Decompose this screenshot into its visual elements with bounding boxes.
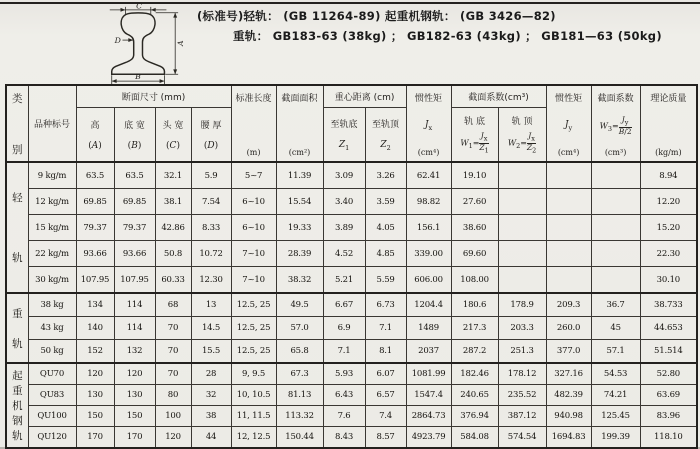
- data-cell: 235.52: [498, 385, 546, 406]
- data-cell: 5~7: [231, 162, 276, 189]
- header-dim-d-label: 腰 厚: [200, 121, 222, 131]
- data-cell: 6.67: [323, 293, 365, 317]
- grade-cell: QU100: [28, 405, 76, 426]
- header-z1: [323, 108, 365, 163]
- data-cell: 107.95: [76, 267, 114, 294]
- data-cell: 60.33: [155, 267, 191, 294]
- header-w3-unit: (cm³): [604, 148, 627, 157]
- data-cell: [498, 215, 546, 241]
- data-cell: 339.00: [406, 241, 451, 267]
- data-cell: [498, 267, 546, 294]
- data-cell: 70: [155, 363, 191, 385]
- header-w1-label: 轨 底: [464, 116, 485, 127]
- header-z1-symbol: $Z_1$: [338, 139, 350, 152]
- data-cell: 15.54: [276, 189, 323, 215]
- table-row-light-0: [6, 162, 697, 189]
- data-cell: 114: [114, 317, 155, 340]
- data-cell: 100: [155, 405, 191, 426]
- data-cell: 36.7: [591, 293, 640, 317]
- grade-cell: 15 kg/m: [28, 215, 76, 241]
- data-cell: 4.85: [365, 241, 406, 267]
- header-z2: [365, 108, 406, 163]
- data-cell: 93.66: [114, 241, 155, 267]
- data-cell: 287.2: [451, 340, 498, 364]
- header-category-char-top: 类: [12, 93, 23, 105]
- data-cell: [498, 241, 546, 267]
- data-cell: 3.59: [365, 189, 406, 215]
- table-row-light-2: [6, 215, 697, 241]
- data-cell: 178.9: [498, 293, 546, 317]
- data-cell: 150.44: [276, 426, 323, 448]
- data-cell: 1547.4: [406, 385, 451, 406]
- data-cell: 7~10: [231, 267, 276, 294]
- grade-cell: 9 kg/m: [28, 162, 76, 189]
- data-cell: 584.08: [451, 426, 498, 448]
- data-cell: 2037: [406, 340, 451, 364]
- table-row-heavy-2: [6, 340, 697, 364]
- data-cell: 12.5, 25: [231, 317, 276, 340]
- data-cell: 203.3: [498, 317, 546, 340]
- table-header: [6, 85, 697, 162]
- category-char: 轨: [12, 252, 23, 265]
- table-row-light-3: [6, 241, 697, 267]
- header-z1-label: 至轨底: [330, 120, 358, 131]
- data-cell: 45: [591, 317, 640, 340]
- standard-number-titles: [197, 7, 662, 46]
- data-cell: 30.10: [640, 267, 697, 294]
- header-centroid-group: 重心距离 (cm): [323, 85, 406, 108]
- data-cell: [591, 215, 640, 241]
- header-w2-formula: $W_2=$ $\frac{J_x}{Z_2}$: [507, 131, 537, 155]
- data-cell: 113.32: [276, 405, 323, 426]
- data-cell: 8.33: [191, 215, 231, 241]
- header-area: [276, 85, 323, 162]
- data-cell: 170: [114, 426, 155, 448]
- data-cell: 83.96: [640, 405, 697, 426]
- data-cell: 28: [191, 363, 231, 385]
- grade-cell: 22 kg/m: [28, 241, 76, 267]
- data-cell: 51.514: [640, 340, 697, 364]
- data-cell: 1489: [406, 317, 451, 340]
- title-line-heavy: 重轨： GB183-63 (38kg) ； GB182-63 (43kg) ； GB181—63 (50kg): [233, 28, 662, 43]
- data-cell: 10, 10.5: [231, 385, 276, 406]
- data-cell: [591, 267, 640, 294]
- data-cell: 50.8: [155, 241, 191, 267]
- data-cell: 4923.79: [406, 426, 451, 448]
- data-cell: 150: [114, 405, 155, 426]
- data-cell: [546, 162, 591, 189]
- header-jy-symbol: $J_y$: [564, 120, 573, 132]
- table-row-crane-0: [6, 363, 697, 385]
- data-cell: 27.60: [451, 189, 498, 215]
- data-cell: 107.95: [114, 267, 155, 294]
- category-char: 轻: [12, 191, 23, 204]
- data-cell: 118.10: [640, 426, 697, 448]
- header-length-label: 标准长度: [235, 94, 272, 104]
- data-cell: 6.73: [365, 293, 406, 317]
- header-dim-a-label: 高: [90, 121, 100, 131]
- header-dim-d: [191, 108, 231, 163]
- data-cell: 69.60: [451, 241, 498, 267]
- data-cell: 11.39: [276, 162, 323, 189]
- data-cell: 12.20: [640, 189, 697, 215]
- data-cell: 49.5: [276, 293, 323, 317]
- data-cell: 11, 11.5: [231, 405, 276, 426]
- data-cell: 69.85: [114, 189, 155, 215]
- dim-label-a: A: [176, 40, 185, 46]
- data-cell: 377.0: [546, 340, 591, 364]
- data-cell: 5.93: [323, 363, 365, 385]
- data-cell: 14.5: [191, 317, 231, 340]
- data-cell: [591, 189, 640, 215]
- data-cell: 180.6: [451, 293, 498, 317]
- header-jx-unit: (cm⁴): [417, 147, 440, 157]
- category-cell-light: [6, 162, 28, 293]
- data-cell: 38.60: [451, 215, 498, 241]
- header-category-char-bottom: 别: [12, 144, 23, 156]
- header-w3: [591, 85, 640, 162]
- data-cell: 376.94: [451, 405, 498, 426]
- data-cell: 12, 12.5: [231, 426, 276, 448]
- data-cell: 68: [155, 293, 191, 317]
- data-cell: 62.41: [406, 162, 451, 189]
- data-cell: 108.00: [451, 267, 498, 294]
- data-cell: 1081.99: [406, 363, 451, 385]
- data-cell: 150: [76, 405, 114, 426]
- grade-cell: 30 kg/m: [28, 267, 76, 294]
- category-char: 重: [12, 307, 23, 320]
- data-cell: [591, 241, 640, 267]
- header-mass-unit: (kg/m): [655, 148, 682, 157]
- data-cell: [546, 215, 591, 241]
- data-cell: 32.1: [155, 162, 191, 189]
- header-dim-b-label: 底 宽: [124, 121, 145, 131]
- header-dim-c-symbol: (C): [166, 141, 180, 151]
- data-cell: 178.12: [498, 363, 546, 385]
- grade-cell: 12 kg/m: [28, 189, 76, 215]
- data-cell: 15.5: [191, 340, 231, 364]
- data-cell: 63.5: [114, 162, 155, 189]
- dim-label-d: D: [114, 36, 121, 46]
- data-cell: 12.5, 25: [231, 293, 276, 317]
- data-cell: 209.3: [546, 293, 591, 317]
- data-cell: 52.80: [640, 363, 697, 385]
- data-cell: 19.33: [276, 215, 323, 241]
- grade-cell: 43 kg: [28, 317, 76, 340]
- grade-cell: 50 kg: [28, 340, 76, 364]
- data-cell: 5.9: [191, 162, 231, 189]
- header-dim-a-symbol: (A): [88, 141, 102, 151]
- header-dim-c-label: 头 宽: [162, 121, 184, 131]
- data-cell: 8.57: [365, 426, 406, 448]
- header-z2-label: 至轨顶: [372, 120, 400, 131]
- data-cell: 9, 9.5: [231, 363, 276, 385]
- header-category: [6, 85, 28, 162]
- data-cell: 387.12: [498, 405, 546, 426]
- data-cell: 44: [191, 426, 231, 448]
- data-cell: 5.59: [365, 267, 406, 294]
- data-cell: 6.57: [365, 385, 406, 406]
- data-cell: 199.39: [591, 426, 640, 448]
- data-cell: 79.37: [76, 215, 114, 241]
- data-cell: 22.30: [640, 241, 697, 267]
- data-cell: 80: [155, 385, 191, 406]
- data-cell: 93.66: [76, 241, 114, 267]
- header-jx-symbol: $J_x$: [424, 120, 433, 132]
- table-row-light-4: [6, 267, 697, 294]
- data-cell: 38: [191, 405, 231, 426]
- data-cell: 170: [76, 426, 114, 448]
- data-cell: 132: [114, 340, 155, 364]
- table-row-crane-1: [6, 385, 697, 406]
- data-cell: 63.5: [76, 162, 114, 189]
- header-jy: [546, 85, 591, 162]
- data-cell: 54.53: [591, 363, 640, 385]
- rail-cross-section-diagram: [86, 3, 198, 89]
- data-cell: 8.43: [323, 426, 365, 448]
- header-mass-label: 理论质量: [650, 94, 687, 104]
- data-cell: 156.1: [406, 215, 451, 241]
- rail-spec-table: [5, 84, 698, 449]
- data-cell: 606.00: [406, 267, 451, 294]
- header-dims-group: 断面尺寸 (mm): [76, 85, 231, 108]
- header-mass: [640, 85, 697, 162]
- data-cell: 140: [76, 317, 114, 340]
- table-row-heavy-1: [6, 317, 697, 340]
- grade-cell: QU83: [28, 385, 76, 406]
- data-cell: 7.54: [191, 189, 231, 215]
- table-row-light-1: [6, 189, 697, 215]
- table-row-crane-3: [6, 426, 697, 448]
- header-w1-formula: $W_1=$ $\frac{J_x}{Z_1}$: [460, 131, 489, 155]
- data-cell: 98.82: [406, 189, 451, 215]
- data-cell: 57.1: [591, 340, 640, 364]
- data-cell: 79.37: [114, 215, 155, 241]
- header-w2: [498, 108, 546, 163]
- header-jx: [406, 85, 451, 162]
- data-cell: 114: [114, 293, 155, 317]
- data-cell: [498, 162, 546, 189]
- data-cell: 44.653: [640, 317, 697, 340]
- data-cell: 6~10: [231, 215, 276, 241]
- title-line-light-crane: (标准号)轻轨： (GB 11264-89) 起重机钢轨： (GB 3426—82): [197, 9, 556, 23]
- data-cell: 125.45: [591, 405, 640, 426]
- data-cell: 3.26: [365, 162, 406, 189]
- data-cell: 57.0: [276, 317, 323, 340]
- header-dim-b: [114, 108, 155, 163]
- data-cell: 130: [114, 385, 155, 406]
- category-cell-heavy: [6, 293, 28, 363]
- data-cell: 69.85: [76, 189, 114, 215]
- header-length: [231, 85, 276, 162]
- data-cell: 65.8: [276, 340, 323, 364]
- data-cell: 6.9: [323, 317, 365, 340]
- data-cell: [591, 162, 640, 189]
- header-jy-unit: (cm⁴): [557, 147, 580, 157]
- data-cell: 120: [76, 363, 114, 385]
- data-cell: 182.46: [451, 363, 498, 385]
- data-cell: 70: [155, 340, 191, 364]
- data-cell: 12.5, 25: [231, 340, 276, 364]
- data-cell: 120: [155, 426, 191, 448]
- data-cell: 8.1: [365, 340, 406, 364]
- data-cell: 1694.83: [546, 426, 591, 448]
- header-jx-label: 惯性矩: [415, 94, 443, 104]
- header-area-label: 截面面积: [281, 94, 318, 104]
- data-cell: 42.86: [155, 215, 191, 241]
- data-cell: 8.94: [640, 162, 697, 189]
- data-cell: 2864.73: [406, 405, 451, 426]
- data-cell: 32: [191, 385, 231, 406]
- category-char: 轨: [12, 430, 23, 442]
- category-char: 轨: [12, 337, 23, 350]
- data-cell: 6~10: [231, 189, 276, 215]
- header-dim-b-symbol: (B): [127, 141, 142, 151]
- data-cell: 7.1: [323, 340, 365, 364]
- data-cell: 217.3: [451, 317, 498, 340]
- header-dim-d-symbol: (D): [203, 141, 219, 151]
- header-w3-formula: $W_3=$ $\frac{J_y}{B/2}$: [599, 114, 632, 136]
- data-cell: [546, 267, 591, 294]
- data-cell: [546, 241, 591, 267]
- data-cell: 1204.4: [406, 293, 451, 317]
- data-cell: 7~10: [231, 241, 276, 267]
- category-char: 钢: [12, 415, 23, 427]
- dim-label-b: B: [135, 72, 141, 82]
- data-cell: 251.3: [498, 340, 546, 364]
- data-cell: 4.05: [365, 215, 406, 241]
- category-char: 起: [12, 370, 23, 382]
- data-cell: 7.1: [365, 317, 406, 340]
- rail-profile-svg: [86, 3, 198, 85]
- data-cell: 63.69: [640, 385, 697, 406]
- data-cell: 74.21: [591, 385, 640, 406]
- header-dim-c: [155, 108, 191, 163]
- header-z2-symbol: $Z_2$: [380, 139, 391, 152]
- data-cell: [546, 189, 591, 215]
- data-cell: 240.65: [451, 385, 498, 406]
- dim-label-c: C: [136, 3, 143, 11]
- header-grade: 品种标号: [28, 85, 76, 162]
- data-cell: 130: [76, 385, 114, 406]
- data-cell: 12.30: [191, 267, 231, 294]
- data-cell: 4.52: [323, 241, 365, 267]
- table-body: [6, 162, 697, 448]
- data-cell: 70: [155, 317, 191, 340]
- data-cell: 7.6: [323, 405, 365, 426]
- data-cell: 19.10: [451, 162, 498, 189]
- data-cell: 7.4: [365, 405, 406, 426]
- data-cell: 67.3: [276, 363, 323, 385]
- header-jy-label: 惯性矩: [555, 94, 583, 104]
- data-cell: 482.39: [546, 385, 591, 406]
- category-char: 机: [12, 400, 23, 412]
- header-w1: [451, 108, 498, 163]
- data-cell: 3.89: [323, 215, 365, 241]
- table-row-crane-2: [6, 405, 697, 426]
- data-cell: 15.20: [640, 215, 697, 241]
- data-cell: 10.72: [191, 241, 231, 267]
- data-cell: 134: [76, 293, 114, 317]
- table-row-heavy-0: [6, 293, 697, 317]
- header-dim-a: [76, 108, 114, 163]
- data-cell: 940.98: [546, 405, 591, 426]
- data-cell: 28.39: [276, 241, 323, 267]
- grade-cell: QU70: [28, 363, 76, 385]
- data-cell: 3.09: [323, 162, 365, 189]
- data-cell: 3.40: [323, 189, 365, 215]
- category-char: 重: [12, 385, 23, 397]
- data-cell: 260.0: [546, 317, 591, 340]
- data-cell: [498, 189, 546, 215]
- data-cell: 5.21: [323, 267, 365, 294]
- data-cell: 13: [191, 293, 231, 317]
- header-w2-label: 轨 顶: [511, 116, 533, 127]
- data-cell: 574.54: [498, 426, 546, 448]
- data-cell: 38.1: [155, 189, 191, 215]
- data-cell: 38.733: [640, 293, 697, 317]
- data-cell: 327.16: [546, 363, 591, 385]
- header-length-unit: (m): [246, 148, 261, 157]
- data-cell: 81.13: [276, 385, 323, 406]
- grade-cell: QU120: [28, 426, 76, 448]
- header-area-unit: (cm²): [288, 148, 311, 157]
- header-w-group: 截面系数(cm³): [451, 85, 546, 108]
- data-cell: 38.32: [276, 267, 323, 294]
- category-cell-crane: [6, 363, 28, 448]
- data-cell: 6.43: [323, 385, 365, 406]
- header-w3-label: 截面系数: [597, 94, 634, 104]
- data-cell: 120: [114, 363, 155, 385]
- data-cell: 152: [76, 340, 114, 364]
- grade-cell: 38 kg: [28, 293, 76, 317]
- data-cell: 6.07: [365, 363, 406, 385]
